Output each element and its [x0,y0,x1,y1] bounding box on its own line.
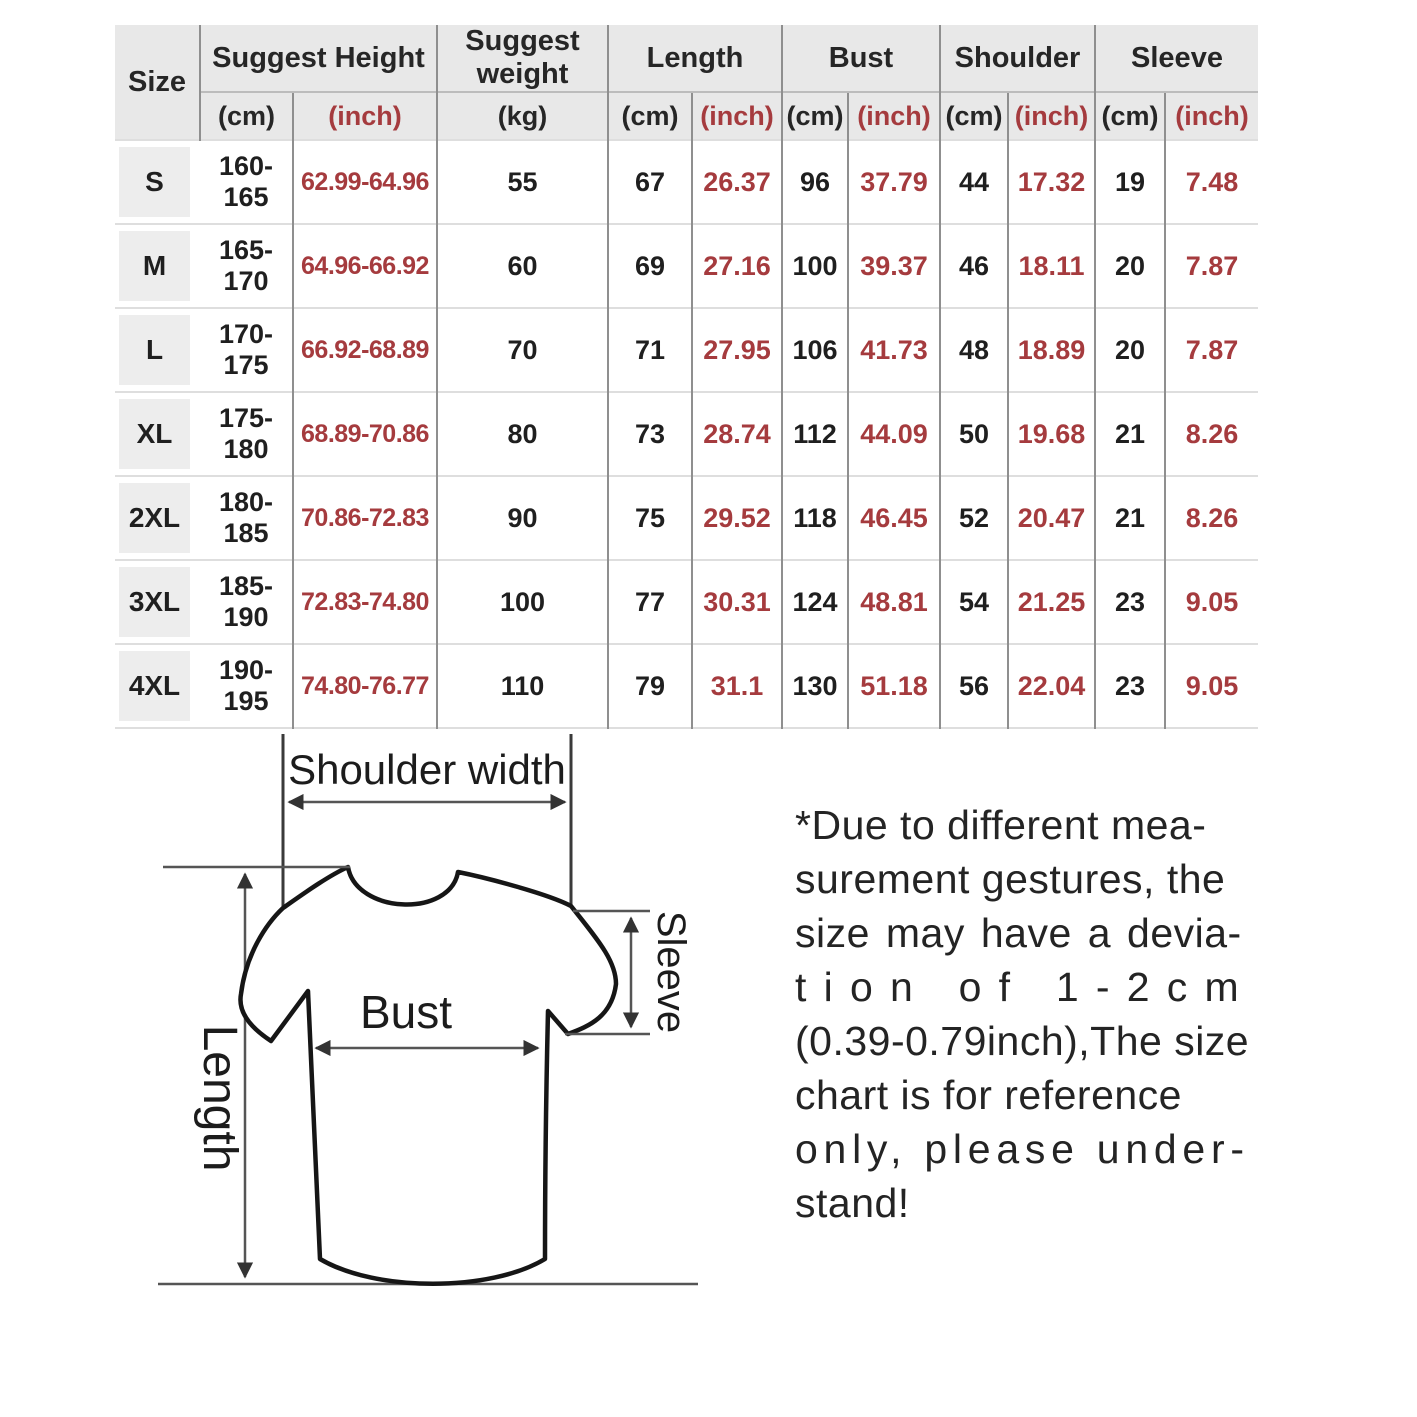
sleeve-label: Sleeve [649,910,693,1034]
subheader-height-inch: (inch) [293,92,437,140]
value-cell-sleeve_cm: 23 [1095,644,1165,728]
value-cell-bust_inch: 41.73 [848,308,940,392]
table-row [115,560,1258,644]
table-body [115,140,1258,728]
size-chart-table [115,25,1258,729]
size-cell [115,392,200,476]
value-cell-bust_cm: 124 [782,560,848,644]
tshirt-outline [240,867,616,1284]
table-row [115,224,1258,308]
value-cell-shoulder_inch: 21.25 [1008,560,1095,644]
value-cell-sleeve_inch: 7.87 [1165,308,1258,392]
table-row [115,392,1258,476]
value-cell-length_inch: 28.74 [692,392,782,476]
length-label: Length [193,1024,246,1172]
value-cell-bust_cm: 112 [782,392,848,476]
disclaimer-line: *Due to different mea- [795,802,1207,848]
subheader-shoulder-inch: (inch) [1008,92,1095,140]
value-cell-length_cm: 71 [608,308,692,392]
size-label: XL [119,399,190,469]
value-cell-sleeve_inch: 8.26 [1165,392,1258,476]
value-cell-sleeve_inch: 9.05 [1165,644,1258,728]
value-cell-bust_inch: 51.18 [848,644,940,728]
size-cell [115,476,200,560]
value-cell-height_inch: 68.89-70.86 [293,392,437,476]
subheader-sleeve-inch: (inch) [1165,92,1258,140]
header-suggest-height: Suggest Height [200,25,437,92]
size-label: 2XL [119,483,190,553]
value-cell-length_inch: 26.37 [692,140,782,224]
subheader-shoulder-cm: (cm) [940,92,1008,140]
value-cell-sleeve_inch: 7.87 [1165,224,1258,308]
value-cell-weight_kg: 110 [437,644,608,728]
tshirt-measurement-diagram [138,726,778,1386]
value-cell-shoulder_cm: 46 [940,224,1008,308]
header-shoulder: Shoulder [940,25,1095,92]
value-cell-shoulder_cm: 44 [940,140,1008,224]
tshirt-diagram-svg [138,726,778,1386]
value-cell-length_cm: 73 [608,392,692,476]
value-cell-shoulder_cm: 56 [940,644,1008,728]
table-row [115,644,1258,728]
subheader-length-inch: (inch) [692,92,782,140]
subheader-bust-cm: (cm) [782,92,848,140]
value-cell-shoulder_inch: 22.04 [1008,644,1095,728]
disclaimer-line: (0.39-0.79inch),The size [795,1018,1250,1064]
size-label: 4XL [119,651,190,721]
size-label: L [119,315,190,385]
disclaimer-note [795,798,1277,1230]
value-cell-sleeve_inch: 9.05 [1165,560,1258,644]
value-cell-length_cm: 75 [608,476,692,560]
subheader-length-cm: (cm) [608,92,692,140]
table-header [115,25,1258,140]
value-cell-weight_kg: 100 [437,560,608,644]
value-cell-weight_kg: 80 [437,392,608,476]
value-cell-length_inch: 31.1 [692,644,782,728]
disclaimer-line: size may have a devia- [795,910,1242,956]
size-cell [115,140,200,224]
size-label: M [119,231,190,301]
value-cell-weight_kg: 55 [437,140,608,224]
value-cell-shoulder_inch: 17.32 [1008,140,1095,224]
value-cell-height_inch: 74.80-76.77 [293,644,437,728]
bust-label: Bust [359,986,453,1038]
value-cell-length_cm: 67 [608,140,692,224]
value-cell-shoulder_inch: 20.47 [1008,476,1095,560]
subheader-height-cm: (cm) [200,92,293,140]
disclaimer-line: tion of 1-2cm [795,964,1256,1010]
value-cell-height_inch: 64.96-66.92 [293,224,437,308]
value-cell-sleeve_cm: 20 [1095,224,1165,308]
value-cell-height_cm: 175-180 [200,392,293,476]
value-cell-bust_inch: 48.81 [848,560,940,644]
size-cell [115,560,200,644]
value-cell-bust_cm: 130 [782,644,848,728]
subheader-weight-kg: (kg) [437,92,608,140]
value-cell-bust_inch: 44.09 [848,392,940,476]
value-cell-height_cm: 165-170 [200,224,293,308]
value-cell-length_inch: 29.52 [692,476,782,560]
value-cell-height_cm: 160-165 [200,140,293,224]
size-cell [115,308,200,392]
value-cell-shoulder_inch: 18.11 [1008,224,1095,308]
header-bust: Bust [782,25,940,92]
value-cell-height_cm: 180-185 [200,476,293,560]
value-cell-height_inch: 70.86-72.83 [293,476,437,560]
value-cell-height_inch: 66.92-68.89 [293,308,437,392]
value-cell-height_inch: 62.99-64.96 [293,140,437,224]
size-cell [115,224,200,308]
value-cell-length_inch: 27.95 [692,308,782,392]
value-cell-shoulder_cm: 52 [940,476,1008,560]
value-cell-shoulder_cm: 54 [940,560,1008,644]
disclaimer-line: surement gestures, the [795,856,1226,902]
subheader-sleeve-cm: (cm) [1095,92,1165,140]
header-size: Size [115,25,200,140]
disclaimer-line: stand! [795,1180,910,1226]
header-suggest-weight: Suggest weight [437,25,608,92]
header-length: Length [608,25,782,92]
value-cell-sleeve_cm: 21 [1095,392,1165,476]
disclaimer-line: chart is for reference [795,1072,1182,1118]
value-cell-bust_cm: 96 [782,140,848,224]
value-cell-shoulder_cm: 50 [940,392,1008,476]
value-cell-bust_cm: 106 [782,308,848,392]
value-cell-sleeve_inch: 8.26 [1165,476,1258,560]
value-cell-shoulder_cm: 48 [940,308,1008,392]
subheader-bust-inch: (inch) [848,92,940,140]
value-cell-height_cm: 185-190 [200,560,293,644]
size-label: 3XL [119,567,190,637]
value-cell-length_inch: 27.16 [692,224,782,308]
value-cell-length_cm: 77 [608,560,692,644]
value-cell-length_cm: 69 [608,224,692,308]
value-cell-weight_kg: 70 [437,308,608,392]
value-cell-weight_kg: 90 [437,476,608,560]
value-cell-shoulder_inch: 19.68 [1008,392,1095,476]
header-sleeve: Sleeve [1095,25,1258,92]
value-cell-length_inch: 30.31 [692,560,782,644]
value-cell-sleeve_cm: 19 [1095,140,1165,224]
value-cell-sleeve_cm: 20 [1095,308,1165,392]
value-cell-bust_inch: 37.79 [848,140,940,224]
value-cell-shoulder_inch: 18.89 [1008,308,1095,392]
value-cell-bust_cm: 100 [782,224,848,308]
value-cell-bust_inch: 46.45 [848,476,940,560]
value-cell-length_cm: 79 [608,644,692,728]
size-cell [115,644,200,728]
value-cell-height_cm: 190-195 [200,644,293,728]
value-cell-height_inch: 72.83-74.80 [293,560,437,644]
value-cell-sleeve_cm: 23 [1095,560,1165,644]
value-cell-sleeve_cm: 21 [1095,476,1165,560]
value-cell-sleeve_inch: 7.48 [1165,140,1258,224]
value-cell-height_cm: 170-175 [200,308,293,392]
table-row [115,140,1258,224]
value-cell-bust_cm: 118 [782,476,848,560]
value-cell-bust_inch: 39.37 [848,224,940,308]
disclaimer-line: only, please under- [795,1126,1250,1172]
table-row [115,308,1258,392]
shoulder-width-label: Shoulder width [288,746,566,793]
size-label: S [119,147,190,217]
table-row [115,476,1258,560]
value-cell-weight_kg: 60 [437,224,608,308]
